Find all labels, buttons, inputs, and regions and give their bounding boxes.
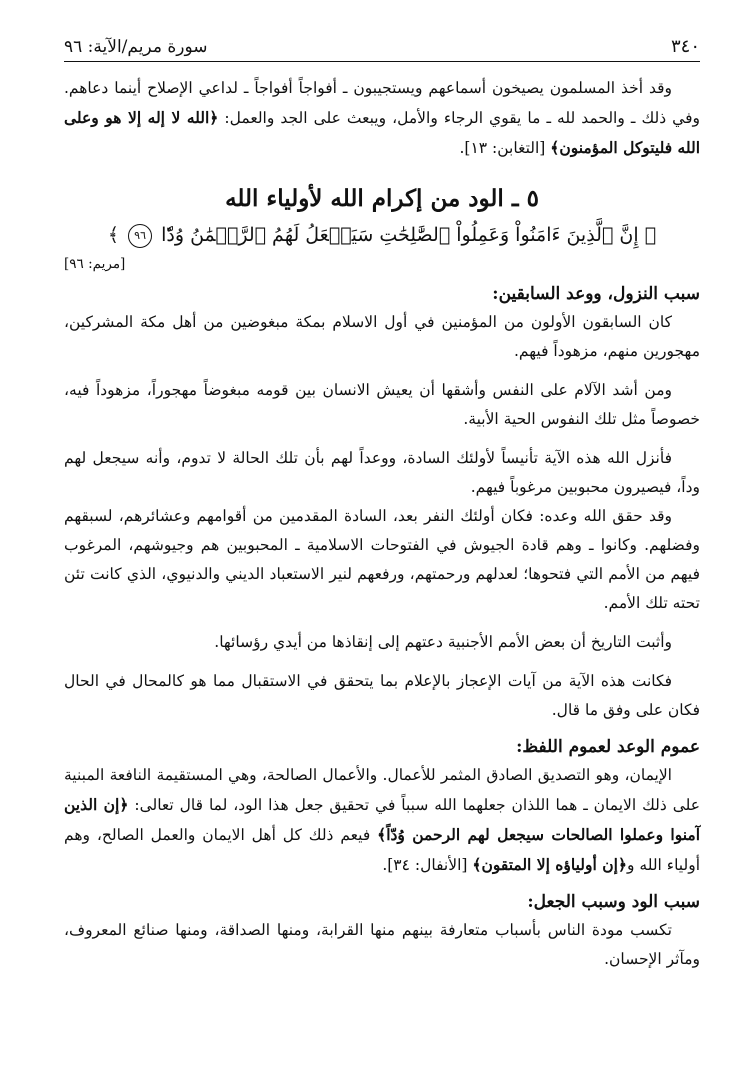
book-page xyxy=(64,36,700,974)
paragraph: تكسب مودة الناس بأسباب متعارفة بينهم منها القرابة، ومنها الصداقة، ومنها صنائع المعروف، ومآثر الإحسان. xyxy=(64,921,700,968)
paragraph: فأنزل الله هذه الآية تأنيساً لأولئك السادة، ووعداً لهم بأن تلك الحالة لا تدوم، وأنه سيجعل لهم وداً، فيصيرون محبوبين مرغوباً فيهم. xyxy=(64,449,700,496)
page-header xyxy=(64,36,700,62)
umum-text-continued: فيعم ذلك كل أهل الايمان والعمل الصالح، وهم أولياء الله و xyxy=(64,826,700,874)
umum-paragraph xyxy=(64,761,700,880)
intro-text: وقد أخذ المسلمون يصيخون أسماعهم ويستجيبون ـ أفواجاً أفواجاً ـ لداعي الإصلاح أينما دعاهم. وفي ذلك ـ والحمد لله ـ ما يقوي الرجاء والأمل، ويبعث على الجد والعمل: xyxy=(64,79,701,127)
subheading-sabab: سبب النزول، ووعد السابقين: xyxy=(492,284,700,304)
intro-quote-ref: [التغابن: ١٣]. xyxy=(459,139,551,157)
verse-close-bracket: ﴾ xyxy=(107,224,120,246)
umum-text: الإيمان، وهو التصديق الصادق المثمر للأعمال. والأعمال الصالحة، وهي المستقيمة النافعة المبنية على ذلك الايمان ـ هما اللذان جعلهما الله سبباً في تحقيق جعل هذا الود، لما قال تعالى: xyxy=(64,766,700,814)
intro-paragraph xyxy=(64,74,700,163)
umum-quran-quote-2: ﴿إن أولياؤه إلا المتقون﴾ xyxy=(472,855,627,874)
paragraph: كان السابقون الأولون من المؤمنين في أول الاسلام بمكة مبغوضين من أهل مكة المشركين، مهجورين منهم، مزهوداً فيهم. xyxy=(64,313,700,360)
intro-quran-quote: ﴿الله لا إله إلا هو وعلى الله فليتوكل المؤمنون﴾ xyxy=(64,108,700,157)
section-title: ٥ ـ الود من إكرام الله لأولياء الله xyxy=(225,185,539,212)
paragraph: ومن أشد الآلام على النفس وأشقها أن يعيش الانسان بين قومه مبغوضاً مهجوراً، مزهوداً فيه، خصوصاً مثل تلك النفوس الحية الأبية. xyxy=(64,381,700,428)
subheading-umum: عموم الوعد لعموم اللفظ: xyxy=(516,737,700,757)
umum-quran-quote: ﴿إن الذين آمنوا وعملوا الصالحات سيجعل لهم الرحمن وُدّاً﴾ xyxy=(64,795,701,844)
surah-reference: سورة مريم/الآية: ٩٦ xyxy=(64,37,208,57)
umum-quote-ref: [الأنفال: ٣٤]. xyxy=(382,856,473,874)
verse-reference: [مريم: ٩٦] xyxy=(64,256,126,272)
verse-open-bracket: ﴿ xyxy=(644,224,657,246)
quran-verse xyxy=(64,218,700,252)
paragraph: وأثبت التاريخ أن بعض الأمم الأجنبية دعتهم إلى إنقاذها من أيدي رؤسائها. xyxy=(214,633,672,651)
subheading-wudd: سبب الود وسبب الجعل: xyxy=(527,892,700,912)
page-number: ٣٤٠ xyxy=(670,36,700,57)
paragraph: وقد حقق الله وعده: فكان أولئك النفر بعد، السادة المقدمين من أقوامهم وعشائرهم، لسبقهم وفضلهم. وكانوا ـ وهم قادة الجيوش في الفتوحات الاسلامية ـ المحبوبين هم وجيوشهم، المرغوب فيهم من الأمم التي فتحوها؛ لعدلهم ورحمتهم، ورفعهم لنير الاستعباد الديني والدنيوي، الذي كانت تئن تحته تلك الأمم. xyxy=(64,507,700,612)
paragraph: فكانت هذه الآية من آيات الإعجاز بالإعلام بما يتحقق في الاستقبال مما هو كالمحال في الحال فكان على وفق ما قال. xyxy=(64,672,700,719)
verse-text: إِنَّ ٱلَّذِينَ ءَامَنُواْ وَعَمِلُواْ ٱلصَّٰلِحَٰتِ سَيَجۡعَلُ لَهُمُ ٱلرَّحۡمَٰنُ وُدّٗا xyxy=(161,224,639,246)
ayah-number-marker: ٩٦ xyxy=(128,224,152,248)
